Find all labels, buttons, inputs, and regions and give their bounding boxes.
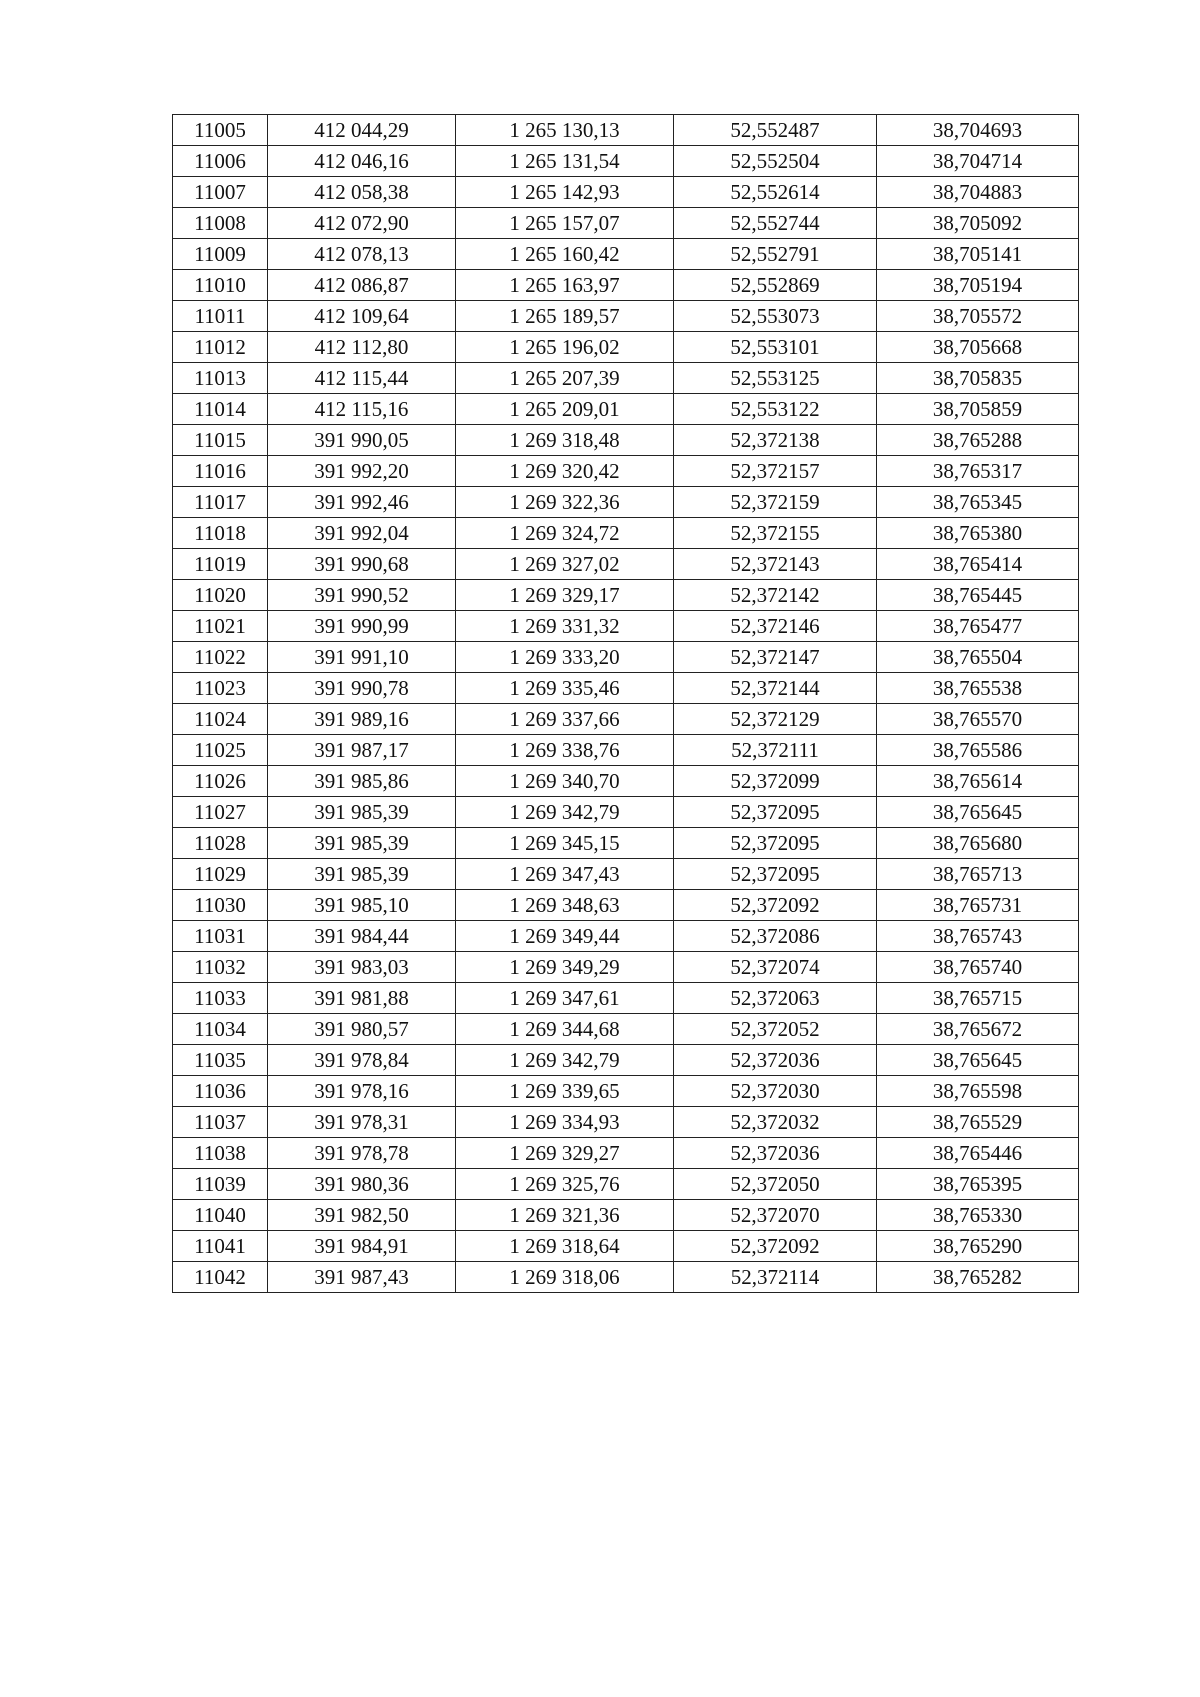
longitude-cell: 38,765345	[877, 487, 1079, 518]
latitude-cell: 52,372036	[674, 1045, 877, 1076]
table-row	[173, 177, 1079, 208]
x-coordinate-cell: 391 992,20	[268, 456, 456, 487]
longitude-cell: 38,765672	[877, 1014, 1079, 1045]
point-number-cell: 11006	[173, 146, 268, 177]
point-number-cell: 11007	[173, 177, 268, 208]
latitude-cell: 52,372138	[674, 425, 877, 456]
longitude-cell: 38,765477	[877, 611, 1079, 642]
y-coordinate-cell: 1 269 342,79	[456, 1045, 674, 1076]
point-number-cell: 11033	[173, 983, 268, 1014]
table-row	[173, 890, 1079, 921]
x-coordinate-cell: 391 985,10	[268, 890, 456, 921]
table-row	[173, 704, 1079, 735]
longitude-cell: 38,765282	[877, 1262, 1079, 1293]
table-row	[173, 208, 1079, 239]
longitude-cell: 38,704883	[877, 177, 1079, 208]
table-row	[173, 983, 1079, 1014]
point-number-cell: 11026	[173, 766, 268, 797]
point-number-cell: 11008	[173, 208, 268, 239]
x-coordinate-cell: 412 086,87	[268, 270, 456, 301]
table-row	[173, 549, 1079, 580]
y-coordinate-cell: 1 269 347,43	[456, 859, 674, 890]
y-coordinate-cell: 1 269 349,44	[456, 921, 674, 952]
point-number-cell: 11005	[173, 115, 268, 146]
longitude-cell: 38,705572	[877, 301, 1079, 332]
longitude-cell: 38,705835	[877, 363, 1079, 394]
table-row	[173, 456, 1079, 487]
table-row	[173, 828, 1079, 859]
x-coordinate-cell: 391 980,57	[268, 1014, 456, 1045]
y-coordinate-cell: 1 265 207,39	[456, 363, 674, 394]
x-coordinate-cell: 391 989,16	[268, 704, 456, 735]
table-row	[173, 1076, 1079, 1107]
table-row	[173, 1014, 1079, 1045]
table-row	[173, 1231, 1079, 1262]
x-coordinate-cell: 412 078,13	[268, 239, 456, 270]
y-coordinate-cell: 1 269 324,72	[456, 518, 674, 549]
y-coordinate-cell: 1 269 345,15	[456, 828, 674, 859]
longitude-cell: 38,765645	[877, 1045, 1079, 1076]
y-coordinate-cell: 1 269 325,76	[456, 1169, 674, 1200]
x-coordinate-cell: 391 985,39	[268, 797, 456, 828]
table-row	[173, 1262, 1079, 1293]
longitude-cell: 38,704693	[877, 115, 1079, 146]
x-coordinate-cell: 391 990,99	[268, 611, 456, 642]
latitude-cell: 52,372050	[674, 1169, 877, 1200]
longitude-cell: 38,765529	[877, 1107, 1079, 1138]
table-row	[173, 146, 1079, 177]
x-coordinate-cell: 391 991,10	[268, 642, 456, 673]
longitude-cell: 38,765414	[877, 549, 1079, 580]
table-row	[173, 921, 1079, 952]
point-number-cell: 11021	[173, 611, 268, 642]
y-coordinate-cell: 1 269 329,17	[456, 580, 674, 611]
table-row	[173, 1045, 1079, 1076]
latitude-cell: 52,372095	[674, 797, 877, 828]
x-coordinate-cell: 391 990,52	[268, 580, 456, 611]
longitude-cell: 38,765290	[877, 1231, 1079, 1262]
longitude-cell: 38,704714	[877, 146, 1079, 177]
y-coordinate-cell: 1 269 337,66	[456, 704, 674, 735]
latitude-cell: 52,372144	[674, 673, 877, 704]
y-coordinate-cell: 1 269 342,79	[456, 797, 674, 828]
table-row	[173, 332, 1079, 363]
y-coordinate-cell: 1 269 344,68	[456, 1014, 674, 1045]
point-number-cell: 11013	[173, 363, 268, 394]
y-coordinate-cell: 1 269 348,63	[456, 890, 674, 921]
y-coordinate-cell: 1 269 318,64	[456, 1231, 674, 1262]
longitude-cell: 38,765317	[877, 456, 1079, 487]
longitude-cell: 38,765740	[877, 952, 1079, 983]
latitude-cell: 52,553073	[674, 301, 877, 332]
latitude-cell: 52,372036	[674, 1138, 877, 1169]
longitude-cell: 38,765446	[877, 1138, 1079, 1169]
y-coordinate-cell: 1 265 209,01	[456, 394, 674, 425]
y-coordinate-cell: 1 269 318,06	[456, 1262, 674, 1293]
x-coordinate-cell: 412 109,64	[268, 301, 456, 332]
point-number-cell: 11009	[173, 239, 268, 270]
y-coordinate-cell: 1 269 347,61	[456, 983, 674, 1014]
y-coordinate-cell: 1 265 142,93	[456, 177, 674, 208]
point-number-cell: 11012	[173, 332, 268, 363]
latitude-cell: 52,553101	[674, 332, 877, 363]
x-coordinate-cell: 391 983,03	[268, 952, 456, 983]
table-row	[173, 735, 1079, 766]
table-row	[173, 642, 1079, 673]
latitude-cell: 52,372142	[674, 580, 877, 611]
y-coordinate-cell: 1 269 338,76	[456, 735, 674, 766]
longitude-cell: 38,765445	[877, 580, 1079, 611]
point-number-cell: 11010	[173, 270, 268, 301]
x-coordinate-cell: 391 990,78	[268, 673, 456, 704]
coordinates-table-body	[173, 115, 1079, 1293]
longitude-cell: 38,765645	[877, 797, 1079, 828]
x-coordinate-cell: 391 984,91	[268, 1231, 456, 1262]
point-number-cell: 11023	[173, 673, 268, 704]
latitude-cell: 52,372146	[674, 611, 877, 642]
x-coordinate-cell: 391 985,86	[268, 766, 456, 797]
table-row	[173, 859, 1079, 890]
latitude-cell: 52,552869	[674, 270, 877, 301]
point-number-cell: 11039	[173, 1169, 268, 1200]
x-coordinate-cell: 412 112,80	[268, 332, 456, 363]
longitude-cell: 38,765395	[877, 1169, 1079, 1200]
latitude-cell: 52,552744	[674, 208, 877, 239]
longitude-cell: 38,765380	[877, 518, 1079, 549]
x-coordinate-cell: 391 978,31	[268, 1107, 456, 1138]
point-number-cell: 11041	[173, 1231, 268, 1262]
y-coordinate-cell: 1 265 130,13	[456, 115, 674, 146]
point-number-cell: 11019	[173, 549, 268, 580]
latitude-cell: 52,372032	[674, 1107, 877, 1138]
latitude-cell: 52,372095	[674, 859, 877, 890]
table-row	[173, 487, 1079, 518]
table-row	[173, 394, 1079, 425]
x-coordinate-cell: 412 072,90	[268, 208, 456, 239]
longitude-cell: 38,765614	[877, 766, 1079, 797]
table-row	[173, 518, 1079, 549]
longitude-cell: 38,705141	[877, 239, 1079, 270]
table-row	[173, 580, 1079, 611]
point-number-cell: 11028	[173, 828, 268, 859]
longitude-cell: 38,765330	[877, 1200, 1079, 1231]
x-coordinate-cell: 391 980,36	[268, 1169, 456, 1200]
point-number-cell: 11018	[173, 518, 268, 549]
point-number-cell: 11042	[173, 1262, 268, 1293]
longitude-cell: 38,765586	[877, 735, 1079, 766]
y-coordinate-cell: 1 269 329,27	[456, 1138, 674, 1169]
point-number-cell: 11027	[173, 797, 268, 828]
table-row	[173, 952, 1079, 983]
latitude-cell: 52,372114	[674, 1262, 877, 1293]
y-coordinate-cell: 1 269 318,48	[456, 425, 674, 456]
point-number-cell: 11024	[173, 704, 268, 735]
latitude-cell: 52,552791	[674, 239, 877, 270]
longitude-cell: 38,765570	[877, 704, 1079, 735]
latitude-cell: 52,372159	[674, 487, 877, 518]
point-number-cell: 11031	[173, 921, 268, 952]
y-coordinate-cell: 1 265 160,42	[456, 239, 674, 270]
x-coordinate-cell: 391 990,68	[268, 549, 456, 580]
longitude-cell: 38,765713	[877, 859, 1079, 890]
point-number-cell: 11015	[173, 425, 268, 456]
y-coordinate-cell: 1 269 333,20	[456, 642, 674, 673]
y-coordinate-cell: 1 269 321,36	[456, 1200, 674, 1231]
longitude-cell: 38,765743	[877, 921, 1079, 952]
y-coordinate-cell: 1 269 335,46	[456, 673, 674, 704]
point-number-cell: 11011	[173, 301, 268, 332]
longitude-cell: 38,705859	[877, 394, 1079, 425]
x-coordinate-cell: 391 990,05	[268, 425, 456, 456]
y-coordinate-cell: 1 269 349,29	[456, 952, 674, 983]
point-number-cell: 11037	[173, 1107, 268, 1138]
latitude-cell: 52,372092	[674, 1231, 877, 1262]
latitude-cell: 52,372157	[674, 456, 877, 487]
latitude-cell: 52,372155	[674, 518, 877, 549]
latitude-cell: 52,372095	[674, 828, 877, 859]
latitude-cell: 52,372092	[674, 890, 877, 921]
y-coordinate-cell: 1 265 189,57	[456, 301, 674, 332]
longitude-cell: 38,705668	[877, 332, 1079, 363]
longitude-cell: 38,705194	[877, 270, 1079, 301]
latitude-cell: 52,552504	[674, 146, 877, 177]
point-number-cell: 11017	[173, 487, 268, 518]
x-coordinate-cell: 391 992,04	[268, 518, 456, 549]
x-coordinate-cell: 391 984,44	[268, 921, 456, 952]
x-coordinate-cell: 391 978,84	[268, 1045, 456, 1076]
table-row	[173, 363, 1079, 394]
table-row	[173, 270, 1079, 301]
latitude-cell: 52,372052	[674, 1014, 877, 1045]
y-coordinate-cell: 1 269 331,32	[456, 611, 674, 642]
table-row	[173, 1169, 1079, 1200]
longitude-cell: 38,765504	[877, 642, 1079, 673]
x-coordinate-cell: 391 985,39	[268, 828, 456, 859]
latitude-cell: 52,372086	[674, 921, 877, 952]
point-number-cell: 11016	[173, 456, 268, 487]
y-coordinate-cell: 1 269 327,02	[456, 549, 674, 580]
x-coordinate-cell: 412 046,16	[268, 146, 456, 177]
x-coordinate-cell: 391 982,50	[268, 1200, 456, 1231]
latitude-cell: 52,372129	[674, 704, 877, 735]
y-coordinate-cell: 1 269 322,36	[456, 487, 674, 518]
point-number-cell: 11029	[173, 859, 268, 890]
latitude-cell: 52,372111	[674, 735, 877, 766]
y-coordinate-cell: 1 265 196,02	[456, 332, 674, 363]
longitude-cell: 38,765288	[877, 425, 1079, 456]
longitude-cell: 38,705092	[877, 208, 1079, 239]
point-number-cell: 11030	[173, 890, 268, 921]
latitude-cell: 52,372143	[674, 549, 877, 580]
longitude-cell: 38,765598	[877, 1076, 1079, 1107]
table-row	[173, 611, 1079, 642]
x-coordinate-cell: 391 985,39	[268, 859, 456, 890]
table-row	[173, 766, 1079, 797]
x-coordinate-cell: 391 992,46	[268, 487, 456, 518]
point-number-cell: 11038	[173, 1138, 268, 1169]
latitude-cell: 52,372099	[674, 766, 877, 797]
latitude-cell: 52,553122	[674, 394, 877, 425]
point-number-cell: 11020	[173, 580, 268, 611]
table-row	[173, 1107, 1079, 1138]
point-number-cell: 11034	[173, 1014, 268, 1045]
y-coordinate-cell: 1 265 157,07	[456, 208, 674, 239]
longitude-cell: 38,765715	[877, 983, 1079, 1014]
table-row	[173, 1138, 1079, 1169]
point-number-cell: 11035	[173, 1045, 268, 1076]
y-coordinate-cell: 1 265 163,97	[456, 270, 674, 301]
latitude-cell: 52,372147	[674, 642, 877, 673]
x-coordinate-cell: 412 058,38	[268, 177, 456, 208]
longitude-cell: 38,765731	[877, 890, 1079, 921]
latitude-cell: 52,372070	[674, 1200, 877, 1231]
table-row	[173, 425, 1079, 456]
y-coordinate-cell: 1 269 334,93	[456, 1107, 674, 1138]
latitude-cell: 52,372063	[674, 983, 877, 1014]
x-coordinate-cell: 412 115,44	[268, 363, 456, 394]
table-row	[173, 239, 1079, 270]
point-number-cell: 11032	[173, 952, 268, 983]
y-coordinate-cell: 1 269 339,65	[456, 1076, 674, 1107]
point-number-cell: 11022	[173, 642, 268, 673]
table-row	[173, 673, 1079, 704]
point-number-cell: 11025	[173, 735, 268, 766]
x-coordinate-cell: 391 987,17	[268, 735, 456, 766]
x-coordinate-cell: 412 115,16	[268, 394, 456, 425]
latitude-cell: 52,372074	[674, 952, 877, 983]
point-number-cell: 11014	[173, 394, 268, 425]
table-row	[173, 1200, 1079, 1231]
longitude-cell: 38,765538	[877, 673, 1079, 704]
table-row	[173, 797, 1079, 828]
point-number-cell: 11036	[173, 1076, 268, 1107]
coordinates-table	[172, 114, 1079, 1293]
latitude-cell: 52,552614	[674, 177, 877, 208]
table-row	[173, 301, 1079, 332]
x-coordinate-cell: 391 987,43	[268, 1262, 456, 1293]
y-coordinate-cell: 1 265 131,54	[456, 146, 674, 177]
table-row	[173, 115, 1079, 146]
y-coordinate-cell: 1 269 340,70	[456, 766, 674, 797]
longitude-cell: 38,765680	[877, 828, 1079, 859]
y-coordinate-cell: 1 269 320,42	[456, 456, 674, 487]
x-coordinate-cell: 391 978,16	[268, 1076, 456, 1107]
x-coordinate-cell: 412 044,29	[268, 115, 456, 146]
x-coordinate-cell: 391 978,78	[268, 1138, 456, 1169]
latitude-cell: 52,552487	[674, 115, 877, 146]
x-coordinate-cell: 391 981,88	[268, 983, 456, 1014]
point-number-cell: 11040	[173, 1200, 268, 1231]
latitude-cell: 52,372030	[674, 1076, 877, 1107]
latitude-cell: 52,553125	[674, 363, 877, 394]
